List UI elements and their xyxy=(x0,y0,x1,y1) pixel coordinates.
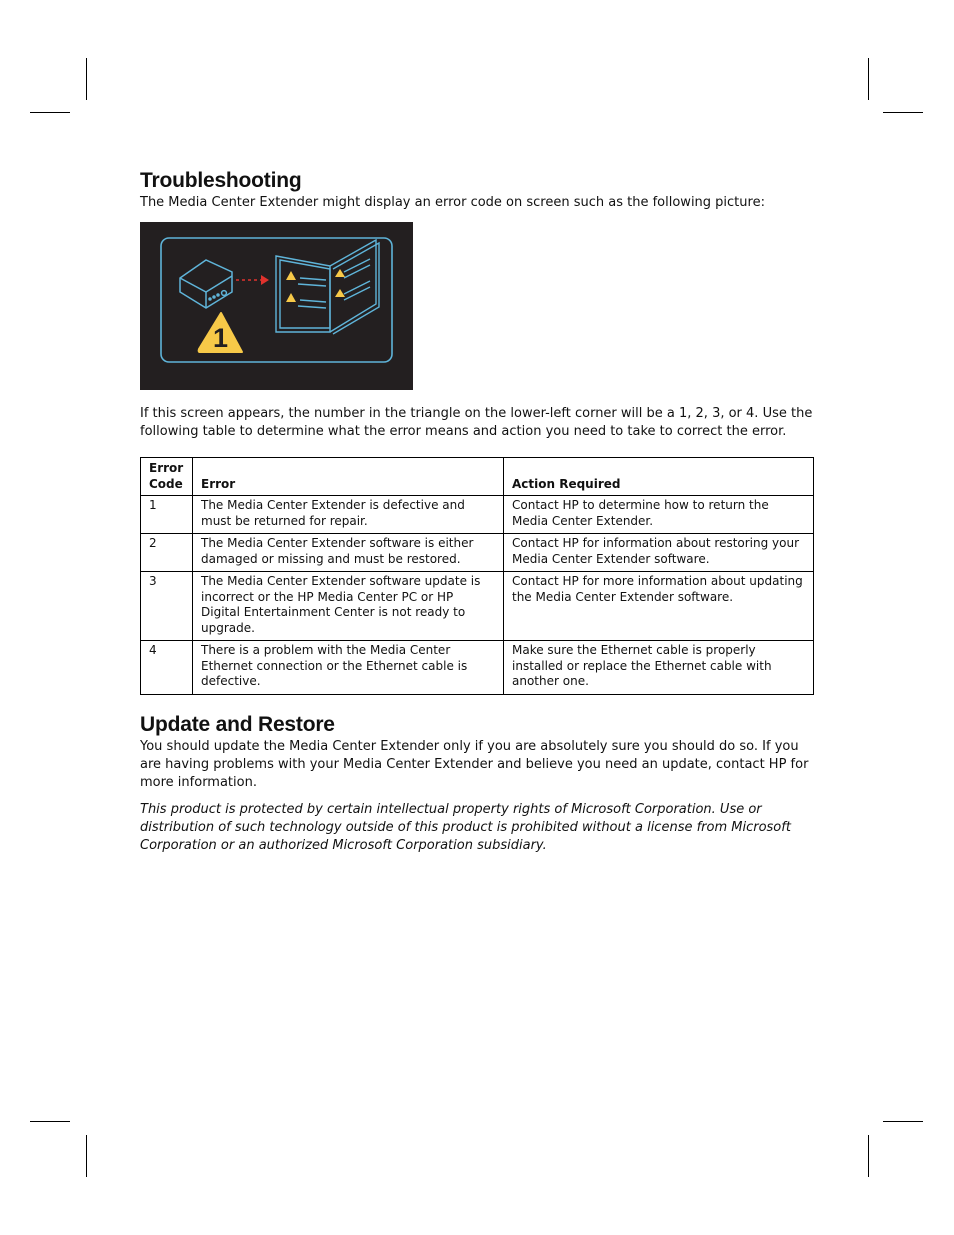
page-content xyxy=(140,168,815,855)
error-code-cell: 2 xyxy=(141,534,193,572)
column-header-error: Error xyxy=(193,458,504,496)
table-row xyxy=(141,534,814,572)
error-screen-illustration xyxy=(140,222,413,390)
crop-mark xyxy=(868,58,869,100)
crop-mark xyxy=(883,1121,923,1122)
error-code-cell: 4 xyxy=(141,641,193,695)
section-heading-update-restore: Update and Restore xyxy=(140,712,335,736)
crop-mark xyxy=(30,1121,70,1122)
manual-book-icon xyxy=(276,240,379,334)
table-row xyxy=(141,496,814,534)
column-header-action: Action Required xyxy=(504,458,814,496)
microsoft-legal-notice: This product is protected by certain intellectual property rights of Microsoft Corporation. Use or distribution of such technology outside of this product is prohibited without a license from Microsoft Corporation or an authorized Microsoft Corporation subsidiary. xyxy=(140,801,791,853)
arrow-right-icon xyxy=(236,275,269,285)
action-required-cell: Contact HP for more information about updating the Media Center Extender software. xyxy=(504,572,814,641)
column-header-error-code: Error Code xyxy=(141,458,193,496)
error-number: 1 xyxy=(212,323,229,353)
error-description-cell: There is a problem with the Media Center Ethernet connection or the Ethernet cable is defective. xyxy=(193,641,504,695)
action-required-cell: Contact HP to determine how to return the Media Center Extender. xyxy=(504,496,814,534)
update-restore-body: You should update the Media Center Extender only if you are absolutely sure you should do so. If you are having problems with your Media Center Extender and believe you need an update, contact HP for more information. xyxy=(140,738,809,790)
error-description-cell: The Media Center Extender is defective and must be returned for repair. xyxy=(193,496,504,534)
action-required-cell: Make sure the Ethernet cable is properly installed or replace the Ethernet cable with another one. xyxy=(504,641,814,695)
error-description-cell: The Media Center Extender software is either damaged or missing and must be restored. xyxy=(193,534,504,572)
table-header-row xyxy=(141,458,814,496)
table-row xyxy=(141,641,814,695)
crop-mark xyxy=(883,112,923,113)
error-screen-figure xyxy=(140,222,413,390)
crop-mark xyxy=(86,58,87,100)
troubleshooting-instructions: If this screen appears, the number in the triangle on the lower-left corner will be a 1, 2, 3, or 4. Use the following table to determine what the error means and action you need to take to correct the error. xyxy=(140,406,813,439)
error-code-cell: 3 xyxy=(141,572,193,641)
troubleshooting-intro: The Media Center Extender might display an error code on screen such as the following picture: xyxy=(140,195,765,210)
extender-device-icon xyxy=(180,260,232,308)
crop-mark xyxy=(86,1135,87,1177)
crop-mark xyxy=(30,112,70,113)
error-code-table xyxy=(140,457,814,695)
error-code-cell: 1 xyxy=(141,496,193,534)
table-row xyxy=(141,572,814,641)
action-required-cell: Contact HP for information about restoring your Media Center Extender software. xyxy=(504,534,814,572)
error-description-cell: The Media Center Extender software update is incorrect or the HP Media Center PC or HP Digital Entertainment Center is not ready to upgrade. xyxy=(193,572,504,641)
crop-mark xyxy=(868,1135,869,1177)
section-heading-troubleshooting: Troubleshooting xyxy=(140,169,302,192)
